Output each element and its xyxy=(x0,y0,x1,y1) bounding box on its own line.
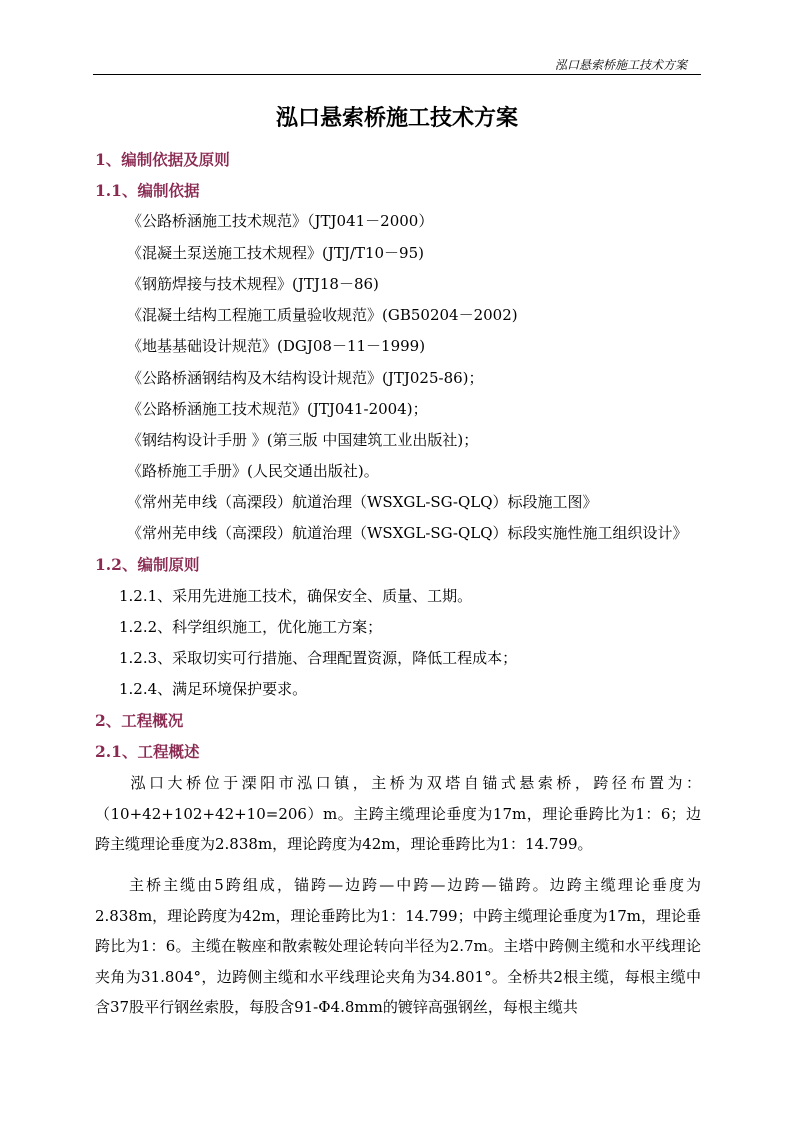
document-title: 泓口悬索桥施工技术方案 xyxy=(275,105,518,131)
reference-item: 《路桥施工手册》(人民交通出版社)。 xyxy=(127,462,379,480)
section-2-heading: 2、工程概况 xyxy=(95,711,184,730)
reference-item: 《混凝土泵送施工技术规程》(JTJ/T10－95) xyxy=(127,244,424,262)
reference-item: 《公路桥涵施工技术规范》（JTJ041－2000） xyxy=(127,212,434,230)
section-2-1-heading: 2.1、工程概述 xyxy=(95,742,200,761)
reference-item: 《公路桥涵钢结构及木结构设计规范》(JTJ025-86)； xyxy=(127,369,484,387)
principle-item: 1.2.4、满足环境保护要求。 xyxy=(119,680,308,698)
page-header xyxy=(93,52,701,75)
overview-paragraph-2 xyxy=(95,870,701,1023)
principle-item: 1.2.1、采用先进施工技术，确保安全、质量、工期。 xyxy=(119,587,473,605)
reference-item: 《常州芜申线（高溧段）航道治理（WSXGL-SG-QLQ）标段实施性施工组织设计》 xyxy=(127,524,688,542)
principle-item: 1.2.2、科学组织施工，优化施工方案； xyxy=(119,618,383,636)
reference-item: 《钢筋焊接与技术规程》(JTJ18－86) xyxy=(127,275,379,293)
section-1-heading: 1、编制依据及原则 xyxy=(95,150,230,169)
reference-item: 《公路桥涵施工技术规范》(JTJ041-2004)； xyxy=(127,400,428,418)
reference-item: 《常州芜申线（高溧段）航道治理（WSXGL-SG-QLQ）标段施工图》 xyxy=(127,493,598,511)
header-text: 泓口悬索桥施工技术方案 xyxy=(554,58,687,72)
reference-item: 《混凝土结构工程施工质量验收规范》(GB50204－2002) xyxy=(127,306,518,324)
principle-item: 1.2.3、采取切实可行措施、合理配置资源，降低工程成本； xyxy=(119,649,518,667)
reference-item: 《地基基础设计规范》(DGJ08－11－1999) xyxy=(127,337,426,355)
overview-paragraph-1-text: 泓口大桥位于溧阳市泓口镇，主桥为双塔自锚式悬索桥，跨径布置为：（10+42+102+42+10=206）m。主跨主缆理论垂度为17m，理论垂跨比为1：6；边跨主缆理论垂度为2.838m，理论跨度为42m，理论垂跨比为1：14.799。 xyxy=(95,774,701,853)
section-1-2-heading: 1.2、编制原则 xyxy=(95,555,200,574)
section-1-1-heading: 1.1、编制依据 xyxy=(95,181,200,200)
overview-paragraph-2-text: 主桥主缆由5跨组成，锚跨—边跨—中跨—边跨—锚跨。边跨主缆理论垂度为2.838m，理论跨度为42m，理论垂跨比为1：14.799；中跨主缆理论垂度为17m，理论垂跨比为1：6。主缆在鞍座和散索鞍处理论转向半径为2.7m。主塔中跨侧主缆和水平线理论夹角为31.804°，边跨侧主缆和水平线理论夹角为34.801°。全桥共2根主缆，每根主缆中含37股平行钢丝索股，每股含91-Φ4.8mm的镀锌高强钢丝，每根主缆共 xyxy=(95,876,701,1016)
overview-paragraph-1 xyxy=(95,768,701,860)
reference-item: 《钢结构设计手册 》(第三版 中国建筑工业出版社)； xyxy=(127,431,479,449)
